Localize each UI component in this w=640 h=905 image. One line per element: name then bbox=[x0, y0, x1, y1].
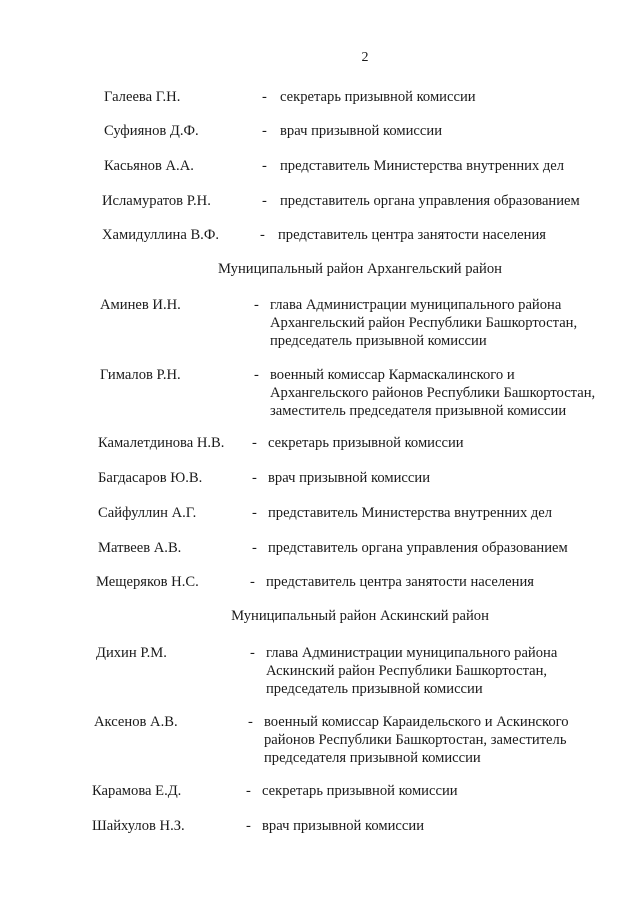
member-name: Суфиянов Д.Ф. bbox=[104, 123, 199, 139]
dash-separator: - bbox=[254, 367, 259, 383]
member-name: Матвеев А.В. bbox=[98, 540, 182, 556]
member-role: представитель Министерства внутренних дел bbox=[268, 505, 553, 521]
member-role: секретарь призывной комиссии bbox=[262, 783, 458, 799]
section-heading: Муниципальный район Аскинский район bbox=[231, 608, 489, 624]
dash-separator: - bbox=[262, 193, 267, 209]
dash-separator: - bbox=[252, 470, 257, 486]
member-name: Камалетдинова Н.В. bbox=[98, 435, 225, 451]
member-role: военный комиссар Кармаскалинского и Архангельского районов Республики Башкортостан, заместитель председателя призывной комиссии bbox=[270, 367, 596, 419]
member-role: глава Администрации муниципального района Аскинский район Республики Башкортостан, председатель призывной комиссии bbox=[266, 645, 558, 697]
dash-separator: - bbox=[252, 540, 257, 556]
member-role: врач призывной комиссии bbox=[268, 470, 430, 486]
member-name: Багдасаров Ю.В. bbox=[98, 470, 203, 486]
member-role: представитель органа управления образованием bbox=[280, 193, 580, 209]
dash-separator: - bbox=[252, 505, 257, 521]
page-number: 2 bbox=[361, 50, 369, 65]
dash-separator: - bbox=[250, 574, 255, 590]
member-role: военный комиссар Караидельского и Аскинского районов Республики Башкортостан, заместитель председателя призывной комиссии bbox=[264, 714, 569, 766]
dash-separator: - bbox=[254, 297, 259, 313]
member-name: Сайфуллин А.Г. bbox=[98, 505, 197, 521]
member-role: представитель органа управления образованием bbox=[268, 540, 568, 556]
member-name: Карамова Е.Д. bbox=[92, 783, 182, 799]
dash-separator: - bbox=[246, 783, 251, 799]
member-name: Дихин Р.М. bbox=[96, 645, 167, 661]
member-name: Исламуратов Р.Н. bbox=[102, 193, 211, 209]
member-role: секретарь призывной комиссии bbox=[268, 435, 464, 451]
member-role: секретарь призывной комиссии bbox=[280, 89, 476, 105]
dash-separator: - bbox=[262, 123, 267, 139]
member-name: Хамидуллина В.Ф. bbox=[102, 227, 220, 243]
member-role: врач призывной комиссии bbox=[262, 818, 424, 834]
member-name: Шайхулов Н.З. bbox=[92, 818, 185, 834]
member-role: представитель центра занятости населения bbox=[278, 227, 546, 243]
member-name: Гималов Р.Н. bbox=[100, 367, 181, 383]
dash-separator: - bbox=[262, 89, 267, 105]
dash-separator: - bbox=[248, 714, 253, 730]
member-role: врач призывной комиссии bbox=[280, 123, 442, 139]
member-name: Галеева Г.Н. bbox=[104, 89, 181, 105]
member-name: Мещеряков Н.С. bbox=[96, 574, 199, 590]
member-role: представитель Министерства внутренних дел bbox=[280, 158, 565, 174]
section-heading: Муниципальный район Архангельский район bbox=[218, 261, 502, 277]
member-name: Касьянов А.А. bbox=[104, 158, 194, 174]
dash-separator: - bbox=[260, 227, 265, 243]
member-name: Аминев И.Н. bbox=[100, 297, 181, 313]
member-name: Аксенов А.В. bbox=[94, 714, 178, 730]
dash-separator: - bbox=[252, 435, 257, 451]
dash-separator: - bbox=[250, 645, 255, 661]
dash-separator: - bbox=[246, 818, 251, 834]
member-role: представитель центра занятости населения bbox=[266, 574, 534, 590]
dash-separator: - bbox=[262, 158, 267, 174]
member-role: глава Администрации муниципального района Архангельский район Республики Башкортостан, председатель призывной комиссии bbox=[270, 297, 578, 349]
